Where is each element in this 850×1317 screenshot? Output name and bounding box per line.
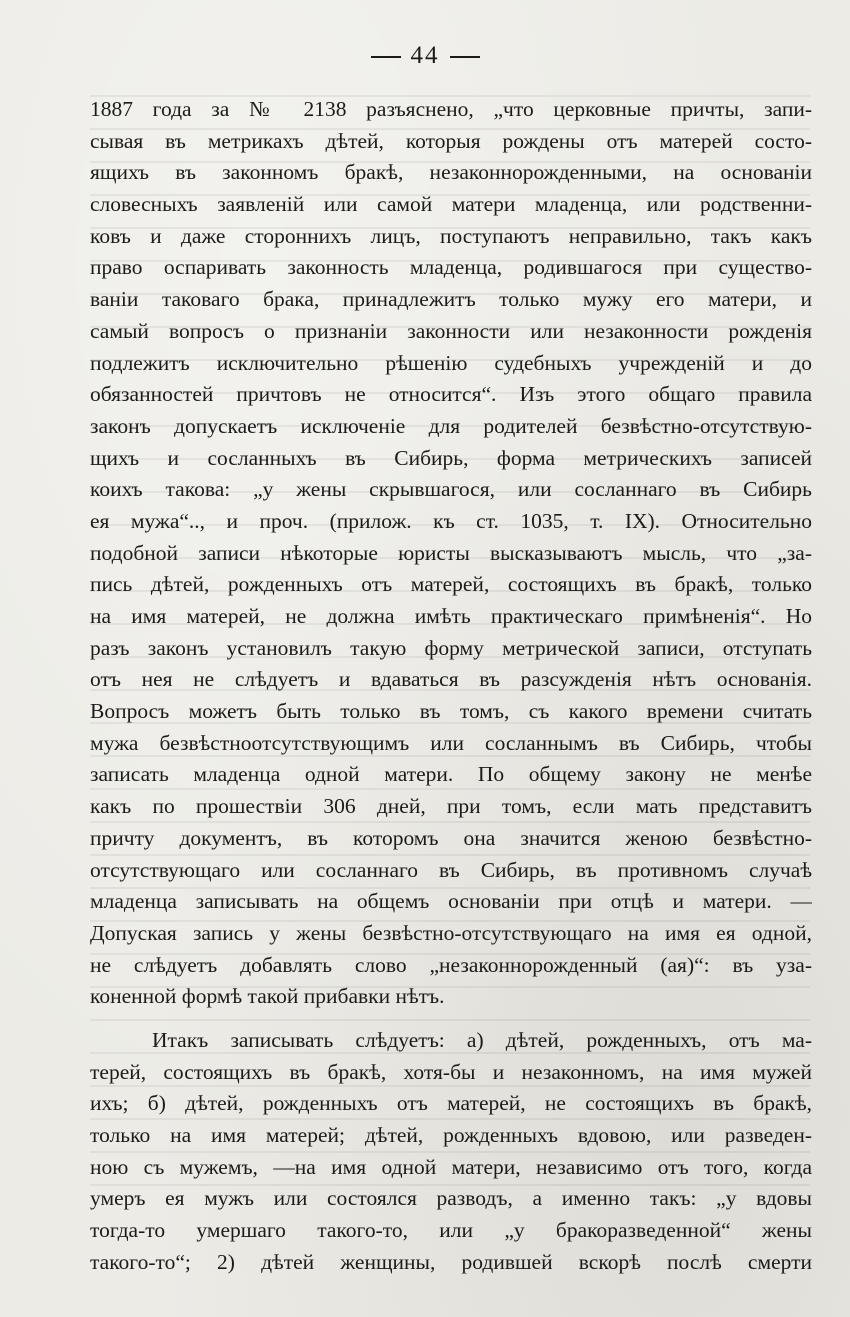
text-line: младенца записывать на общемъ основаніи при отцѣ и матери. —	[90, 889, 812, 914]
text-line: 1887 года за № 2138 разъяснено, „что церковные причты, запи-	[90, 97, 812, 121]
text-line: обязанностей причтовъ не относится“. Изъ этого общаго правила	[90, 382, 812, 407]
dash-right	[450, 56, 480, 58]
dash-left	[371, 56, 401, 58]
text-line: ковъ и даже стороннихъ лицъ, поступаютъ неправильно, такъ какъ	[90, 223, 812, 248]
text-line: умеръ ея мужъ или состоялся разводъ, а именно такъ: „у вдовы	[90, 1186, 812, 1211]
page-number	[0, 42, 850, 70]
text-line: причту документъ, въ которомъ она значится женою безвѣстно-	[90, 825, 812, 850]
text-line: ихъ; б) дѣтей, рожденныхъ отъ матерей, не состоящихъ въ бракѣ,	[90, 1091, 812, 1116]
text-line: пись дѣтей, рожденныхъ отъ матерей, состоящихъ въ бракѣ, только	[90, 572, 812, 597]
text-line: словесныхъ заявленій или самой матери младенца, или родственни-	[90, 192, 812, 217]
text-line: подобной записи нѣкоторые юристы высказываютъ мысль, что „за-	[90, 540, 812, 565]
text-line: не слѣдуетъ добавлять слово „незаконнорожденный (ая)“: въ уза-	[90, 952, 812, 977]
text-line: разъ законъ установилъ такую форму метрической записи, отступать	[90, 635, 812, 660]
page-number-value: 44	[410, 42, 440, 69]
text-line: ея мужа“.., и проч. (прилож. къ ст. 1035, т. IX). Относительно	[90, 508, 812, 533]
text-line: какъ по прошествіи 306 дней, при томъ, если мать представитъ	[90, 794, 812, 819]
body-text	[90, 94, 812, 1278]
text-line: отъ нея не слѣдуетъ и вдаваться въ разсужденія нѣтъ основанія.	[90, 667, 812, 692]
paragraph-2	[90, 1025, 812, 1279]
text-line: коненной формѣ такой прибавки нѣтъ.	[90, 984, 445, 1009]
paragraph-gap	[90, 1013, 812, 1025]
text-line: тогда-то умершаго такого-то, или „у бракоразведенной“ жены	[90, 1218, 812, 1243]
text-line: щихъ и сосланныхъ въ Сибирь, форма метрическихъ записей	[90, 445, 812, 470]
text-line: такого-то“; 2) дѣтей женщины, родившей вскорѣ послѣ смерти	[90, 1249, 812, 1274]
text-line: только на имя матерей; дѣтей, рожденныхъ вдовою, или разведен-	[90, 1123, 812, 1147]
text-line: отсутствующаго или сосланнаго въ Сибирь, въ противномъ случаѣ	[90, 857, 812, 882]
text-line: Итакъ записывать слѣдуетъ: а) дѣтей, рожденныхъ, отъ ма-	[152, 1027, 812, 1052]
text-line: ваніи таковаго брака, принадлежитъ только мужу его матери, и	[90, 287, 812, 312]
text-line: Допуская запись у жены безвѣстно-отсутствующаго на имя ея одной,	[90, 920, 812, 945]
text-line: мужа безвѣстноотсутствующимъ или сосланнымъ въ Сибирь, чтобы	[90, 730, 812, 755]
text-line: коихъ такова: „у жены скрывшагося, или сосланнаго въ Сибирь	[90, 477, 812, 502]
text-line: подлежитъ исключительно рѣшенію судебныхъ учрежденій и до	[90, 350, 812, 375]
text-line: ною съ мужемъ, —на имя одной матери, независимо отъ того, когда	[90, 1154, 812, 1179]
text-line: ящихъ въ законномъ бракѣ, незаконнорожденными, на основаніи	[90, 160, 812, 185]
text-line: записать младенца одной матери. По общему закону не менѣе	[90, 762, 812, 787]
text-line: Вопросъ можетъ быть только въ томъ, съ какого времени считать	[90, 699, 812, 724]
text-line: законъ допускаетъ исключеніе для родителей безвѣстно-отсутствую-	[90, 413, 812, 438]
text-line: терей, состоящихъ въ бракѣ, хотя-бы и незаконномъ, на имя мужей	[90, 1059, 812, 1084]
text-line: право оспаривать законность младенца, родившагося при существо-	[90, 255, 812, 280]
text-line: на имя матерей, не должна имѣть практическаго примѣненія“. Но	[90, 604, 812, 628]
text-line: сывая въ метрикахъ дѣтей, которыя рождены отъ матерей состо-	[90, 128, 812, 153]
paragraph-1	[90, 94, 812, 1013]
text-line: самый вопросъ о признаніи законности или незаконности рожденія	[90, 318, 812, 343]
